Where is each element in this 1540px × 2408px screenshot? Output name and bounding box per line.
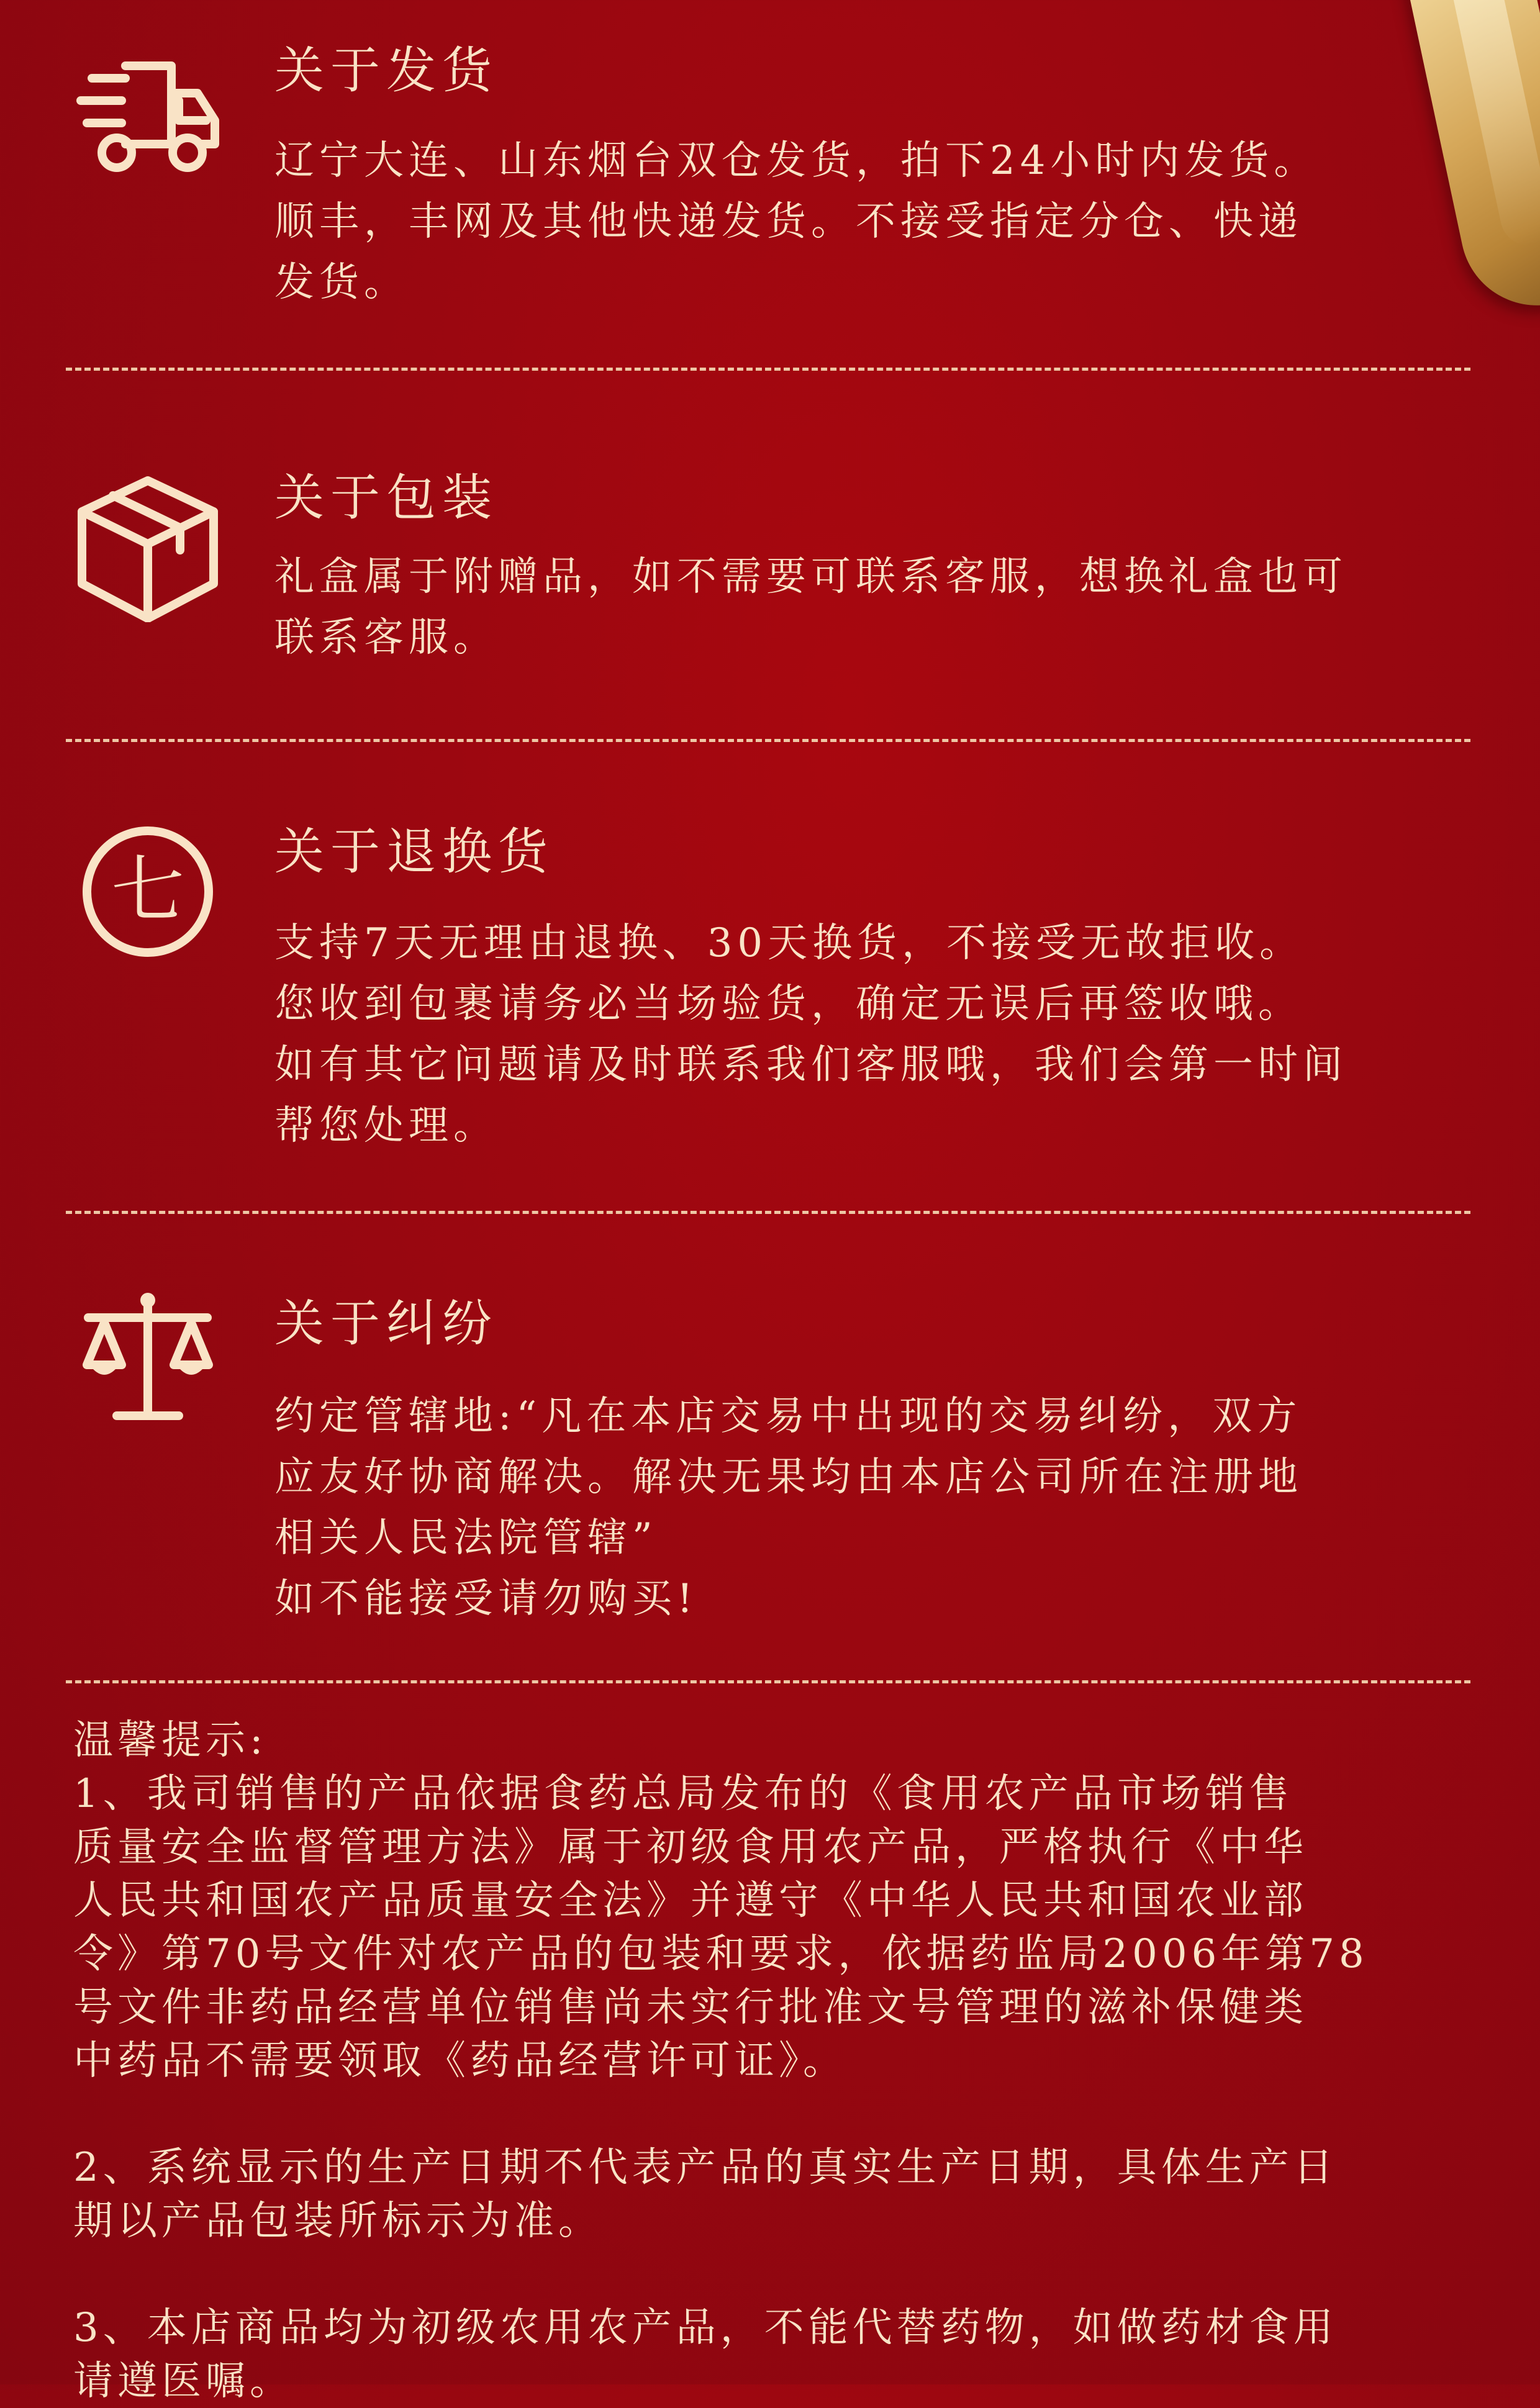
text-line: 辽宁大连、山东烟台双仓发货，拍下24小时内发货。 <box>274 138 1319 184</box>
tips-heading: 温馨提示: <box>73 1718 268 1763</box>
section-body <box>274 130 1467 313</box>
tips-line: 1、我司销售的产品依据食药总局发布的《食用农产品市场销售 <box>73 1771 1293 1817</box>
tips-line: 3、本店商品均为初级农用农产品，不能代替药物，如做药材食用 <box>73 2305 1338 2351</box>
tips-line: 质量安全监督管理方法》属于初级食用农产品，严格执行《中华 <box>73 1824 1308 1870</box>
text-line: 帮您处理。 <box>274 1103 498 1149</box>
scales-icon <box>73 1285 222 1434</box>
tips-line: 期以产品包装所标示为准。 <box>73 2198 602 2244</box>
text-line: 支持7天无理由退换、30天换货，不接受无故拒收。 <box>274 920 1305 966</box>
seven-days-icon <box>73 817 222 966</box>
section-body <box>274 1386 1467 1629</box>
text-line: 联系客服。 <box>274 615 498 661</box>
section-body <box>274 913 1467 1156</box>
text-line: 约定管辖地:“凡在本店交易中出现的交易纠纷，双方 <box>274 1393 1302 1439</box>
warm-tips <box>73 1714 1470 2408</box>
text-line: 相关人民法院管辖” <box>274 1515 658 1561</box>
tips-line: 中药品不需要领取《药品经营许可证》。 <box>73 2038 847 2084</box>
text-line: 您收到包裹请务必当场验货，确定无误后再签收哦。 <box>274 981 1303 1027</box>
delivery-truck-icon <box>73 38 222 188</box>
text-line: 礼盒属于附赠品，如不需要可联系客服，想换礼盒也可 <box>274 554 1348 600</box>
section-body <box>274 546 1467 668</box>
seven-glyph: 七 <box>111 847 185 933</box>
tips-line: 2、系统显示的生产日期不代表产品的真实生产日期，具体生产日 <box>73 2145 1338 2191</box>
tips-line: 令》第70号文件对农产品的包装和要求，依据药监局2006年第78 <box>73 1931 1369 1977</box>
text-line: 如不能接受请勿购买! <box>274 1576 698 1622</box>
tips-line: 人民共和国农产品质量安全法》并遵守《中华人民共和国农业部 <box>73 1878 1308 1924</box>
dashed-divider <box>66 739 1470 742</box>
section-title: 关于发货 <box>274 42 498 99</box>
section-title: 关于包装 <box>274 469 498 527</box>
section-title: 关于退换货 <box>274 823 554 880</box>
text-line: 应友好协商解决。解决无果均由本店公司所在注册地 <box>274 1454 1303 1500</box>
dashed-divider <box>66 1680 1470 1683</box>
text-line: 发货。 <box>274 260 409 306</box>
tips-line: 请遵医嘱。 <box>73 2358 294 2404</box>
text-line: 顺丰，丰网及其他快递发货。不接受指定分仓、快递 <box>274 199 1303 245</box>
paragraph-gap <box>73 2248 1470 2301</box>
package-box-icon <box>73 473 222 622</box>
text-line: 如有其它问题请及时联系我们客服哦，我们会第一时间 <box>274 1042 1348 1088</box>
dashed-divider <box>66 368 1470 371</box>
dashed-divider <box>66 1211 1470 1214</box>
tips-line: 号文件非药品经营单位销售尚未实行批准文号管理的滋补保健类 <box>73 1985 1308 2030</box>
paragraph-gap <box>73 2088 1470 2141</box>
section-title: 关于纠纷 <box>274 1295 498 1352</box>
